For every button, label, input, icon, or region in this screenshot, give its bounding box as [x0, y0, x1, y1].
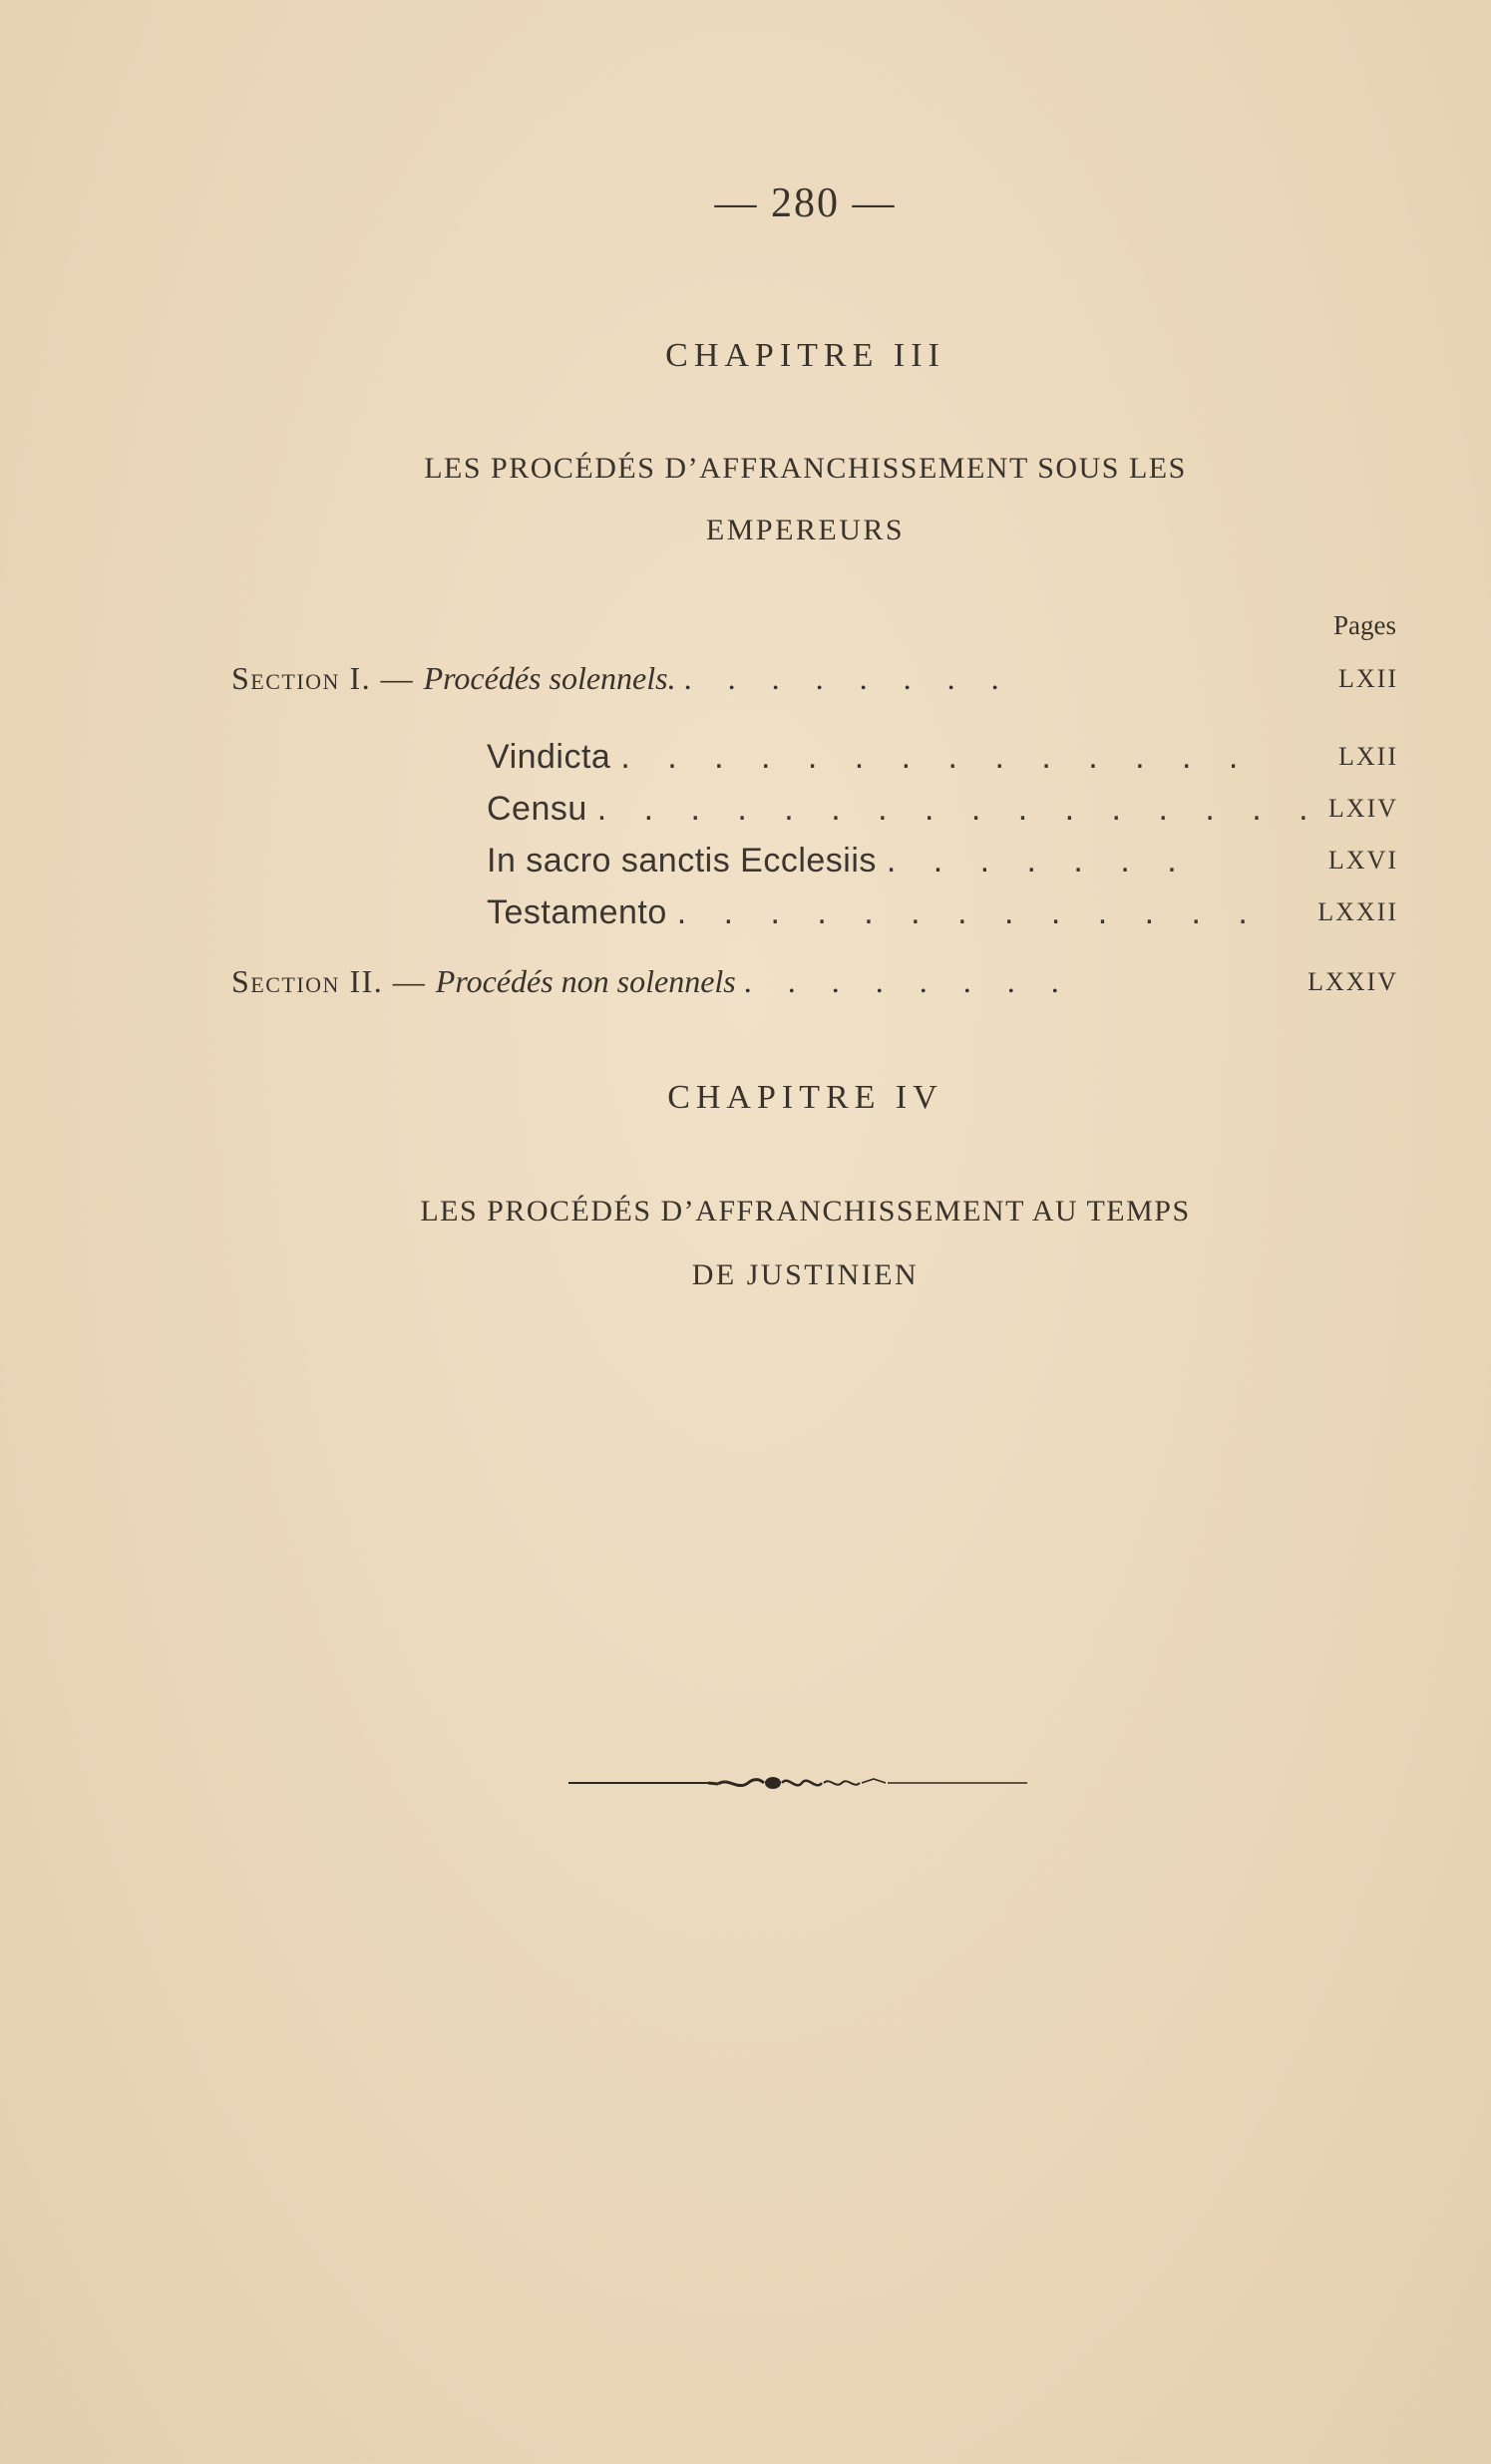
toc-row-testamento — [487, 893, 1398, 937]
chapter-3-title-line-1: LES PROCÉDÉS D’AFFRANCHISSEMENT SOUS LES — [424, 452, 1187, 485]
chapter-4-heading: CHAPITRE IV — [667, 1079, 943, 1116]
entry-testamento-dots: . . . . . . . . . . . . . — [676, 893, 1262, 931]
section-2-page: LXXIV — [1307, 967, 1398, 996]
toc-row-censu — [487, 790, 1398, 834]
page-number: — 280 — — [714, 180, 897, 226]
section-1-title: Procédés solennels. — [423, 660, 676, 696]
chapter-3-title-line-2: EMPEREURS — [705, 514, 906, 546]
end-ornament-icon — [568, 1767, 1027, 1799]
entry-censu-label: Censu — [487, 790, 587, 828]
chapter-4-title-line-1: LES PROCÉDÉS D’AFFRANCHISSEMENT AU TEMPS — [420, 1195, 1191, 1228]
section-2-title: Procédés non solennels — [435, 963, 736, 999]
section-2-leader-dots: . . . . . . . . — [743, 963, 1073, 999]
toc-row-section-1 — [231, 660, 1398, 704]
entry-censu-page: LXIV — [1327, 794, 1398, 823]
chapter-3-heading: CHAPITRE III — [665, 337, 945, 374]
section-1-prefix: Section I. — — [231, 660, 424, 696]
entry-vindicta-dots: . . . . . . . . . . . . . . — [620, 738, 1253, 776]
toc-row-in-sacro-sanctis — [487, 842, 1398, 885]
entry-testamento-page: LXXII — [1317, 897, 1398, 926]
section-1-page: LXII — [1338, 664, 1398, 693]
entry-testamento-label: Testamento — [487, 893, 667, 931]
section-1-leader-dots: . . . . . . . . — [683, 660, 1013, 696]
entry-in-sacro-label: In sacro sanctis Ecclesiis — [487, 842, 877, 880]
entry-in-sacro-dots: . . . . . . . — [886, 842, 1191, 880]
entry-vindicta-label: Vindicta — [487, 738, 611, 776]
chapter-4-title-line-2: DE JUSTINIEN — [691, 1258, 920, 1291]
pages-column-label: Pages — [1333, 610, 1396, 640]
toc-row-vindicta — [487, 738, 1398, 782]
toc-row-section-2 — [231, 963, 1398, 1007]
entry-in-sacro-page: LXVI — [1327, 846, 1398, 875]
entry-censu-dots: . . . . . . . . . . . . . . . . — [596, 790, 1322, 828]
entry-vindicta-page: LXII — [1338, 742, 1398, 771]
section-2-prefix: Section II. — — [231, 963, 436, 999]
